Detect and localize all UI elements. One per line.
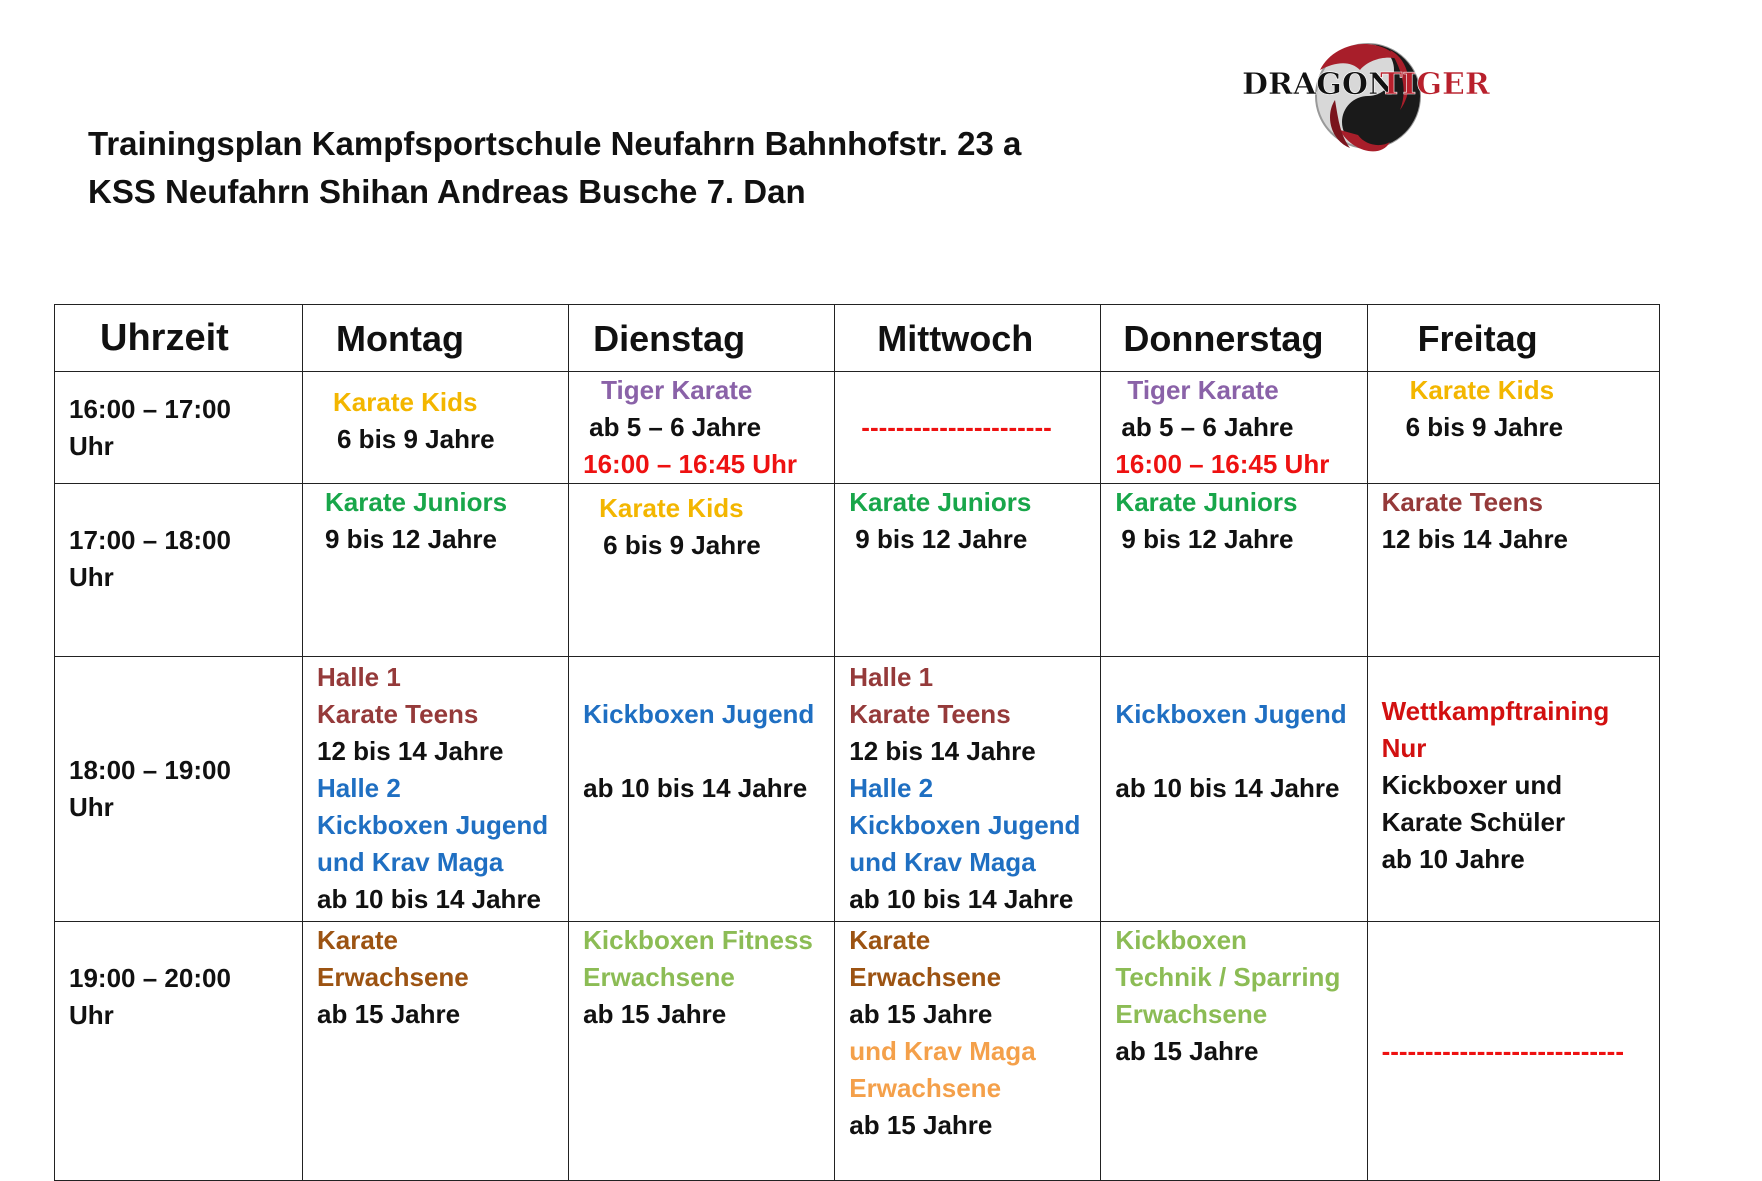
class-age: ab 15 Jahre — [317, 999, 461, 1029]
hall-label: Halle 1 — [849, 662, 934, 692]
class-name: Karate Teens — [1381, 487, 1543, 517]
table-row — [55, 922, 1660, 1181]
cell-tuesday — [569, 372, 835, 484]
class-age: 9 bis 12 Jahre — [325, 524, 497, 554]
class-time: 16:00 – 16:45 Uhr — [583, 449, 798, 479]
class-name: Kickboxen Jugend — [583, 699, 815, 729]
class-audience: Karate Schüler — [1381, 807, 1566, 837]
class-name: Kickboxen Jugend — [849, 810, 1081, 840]
class-name: und Krav Maga — [849, 1036, 1036, 1066]
time-unit: Uhr — [69, 430, 114, 461]
svg-text:TIGER: TIGER — [1380, 67, 1490, 102]
header-thursday: Donnerstag — [1101, 305, 1367, 372]
cell-wednesday — [835, 484, 1101, 657]
class-audience: Kickboxer und — [1381, 770, 1563, 800]
class-age: ab 10 bis 14 Jahre — [849, 884, 1074, 914]
class-name: Karate — [849, 925, 931, 955]
cell-monday — [303, 484, 569, 657]
class-name: Erwachsene — [1115, 999, 1268, 1029]
cell-monday — [303, 657, 569, 922]
time-cell — [55, 922, 303, 1181]
class-age: ab 10 bis 14 Jahre — [583, 773, 808, 803]
cell-wednesday — [835, 657, 1101, 922]
class-name: Kickboxen Jugend — [317, 810, 549, 840]
cell-thursday — [1101, 484, 1367, 657]
class-name: Erwachsene — [849, 1073, 1002, 1103]
time-unit: Uhr — [69, 1000, 114, 1030]
time-range: 16:00 – 17:00 — [69, 393, 231, 424]
time-range: 17:00 – 18:00 — [69, 525, 231, 555]
cell-friday — [1367, 372, 1659, 484]
cell-tuesday — [569, 484, 835, 657]
class-name: Technik / Sparring — [1115, 962, 1341, 992]
class-name: Kickboxen Fitness — [583, 925, 813, 955]
class-name: Karate Teens — [849, 699, 1011, 729]
table-row — [55, 657, 1660, 922]
class-age: ab 15 Jahre — [849, 999, 993, 1029]
header-monday: Montag — [303, 305, 569, 372]
class-age: 9 bis 12 Jahre — [855, 524, 1028, 554]
cell-tuesday — [569, 922, 835, 1181]
class-name: und Krav Maga — [849, 847, 1036, 877]
time-unit: Uhr — [69, 792, 114, 822]
table-row — [55, 484, 1660, 657]
class-name: Tiger Karate — [1127, 375, 1279, 405]
spacer — [1115, 733, 1356, 770]
class-name: und Krav Maga — [317, 847, 504, 877]
svg-text:DRAGON: DRAGON — [1242, 67, 1396, 102]
class-age: ab 10 bis 14 Jahre — [317, 884, 542, 914]
class-name: Karate Juniors — [1115, 487, 1298, 517]
class-name: Kickboxen Jugend — [1115, 699, 1347, 729]
cell-thursday — [1101, 657, 1367, 922]
class-name: Karate Teens — [317, 699, 479, 729]
class-name: Karate Juniors — [325, 487, 508, 517]
class-note: Nur — [1381, 733, 1427, 763]
table-row — [55, 372, 1660, 484]
class-age: ab 15 Jahre — [1115, 1036, 1259, 1066]
cell-monday — [303, 922, 569, 1181]
class-name: Karate Kids — [599, 493, 744, 523]
class-age: 6 bis 9 Jahre — [603, 530, 761, 560]
class-age: ab 10 bis 14 Jahre — [1115, 773, 1340, 803]
class-age: ab 10 Jahre — [1381, 844, 1525, 874]
table-header-row — [55, 305, 1660, 372]
cell-thursday — [1101, 922, 1367, 1181]
class-age: 9 bis 12 Jahre — [1121, 524, 1294, 554]
class-age: ab 15 Jahre — [583, 999, 727, 1029]
dragon-tiger-logo — [1240, 30, 1490, 170]
cell-monday — [303, 372, 569, 484]
time-range: 19:00 – 20:00 — [69, 963, 231, 993]
class-age: ab 5 – 6 Jahre — [1121, 412, 1294, 442]
cell-thursday — [1101, 372, 1367, 484]
class-age: 6 bis 9 Jahre — [1405, 412, 1564, 442]
class-age: 12 bis 14 Jahre — [317, 736, 504, 766]
cell-friday — [1367, 657, 1659, 922]
class-age: 12 bis 14 Jahre — [1381, 524, 1569, 554]
time-cell — [55, 657, 303, 922]
class-age: ab 5 – 6 Jahre — [589, 412, 762, 442]
cell-wednesday — [835, 922, 1101, 1181]
title-line-2: KSS Neufahrn Shihan Andreas Busche 7. Dan — [88, 173, 806, 210]
class-name: Karate Kids — [333, 387, 478, 417]
document-title — [88, 120, 1021, 216]
class-name: Tiger Karate — [601, 375, 753, 405]
header-tuesday: Dienstag — [569, 305, 835, 372]
hall-label: Halle 2 — [849, 773, 934, 803]
class-age: ab 15 Jahre — [849, 1110, 993, 1140]
title-line-1: Trainingsplan Kampfsportschule Neufahrn Bahnhofstr. 23 a — [88, 125, 1022, 162]
time-range: 18:00 – 19:00 — [69, 755, 231, 785]
header-time: Uhrzeit — [55, 305, 303, 372]
class-name: Karate Kids — [1409, 375, 1555, 405]
hall-label: Halle 2 — [317, 773, 401, 803]
header-friday: Freitag — [1367, 305, 1659, 372]
empty-slot-dashes: ---------------------------- — [1381, 1035, 1624, 1066]
time-cell — [55, 372, 303, 484]
time-unit: Uhr — [69, 562, 114, 592]
cell-tuesday — [569, 657, 835, 922]
logo-graphic — [1240, 30, 1490, 170]
header-wednesday: Mittwoch — [835, 305, 1101, 372]
class-name: Erwachsene — [317, 962, 469, 992]
time-cell — [55, 484, 303, 657]
class-name: Erwachsene — [849, 962, 1002, 992]
empty-slot-dashes: ---------------------- — [861, 412, 1052, 442]
cell-wednesday — [835, 372, 1101, 484]
training-schedule-table — [54, 304, 1660, 1181]
cell-friday — [1367, 922, 1659, 1181]
class-name: Karate Juniors — [849, 487, 1032, 517]
class-age: 12 bis 14 Jahre — [849, 736, 1036, 766]
class-age: 6 bis 9 Jahre — [337, 424, 495, 454]
class-name: Wettkampftraining — [1381, 696, 1610, 726]
class-name: Kickboxen — [1115, 925, 1247, 955]
hall-label: Halle 1 — [317, 662, 401, 692]
cell-friday — [1367, 484, 1659, 657]
class-name: Karate — [317, 925, 398, 955]
spacer — [583, 733, 824, 770]
class-time: 16:00 – 16:45 Uhr — [1115, 449, 1330, 479]
class-name: Erwachsene — [583, 962, 735, 992]
